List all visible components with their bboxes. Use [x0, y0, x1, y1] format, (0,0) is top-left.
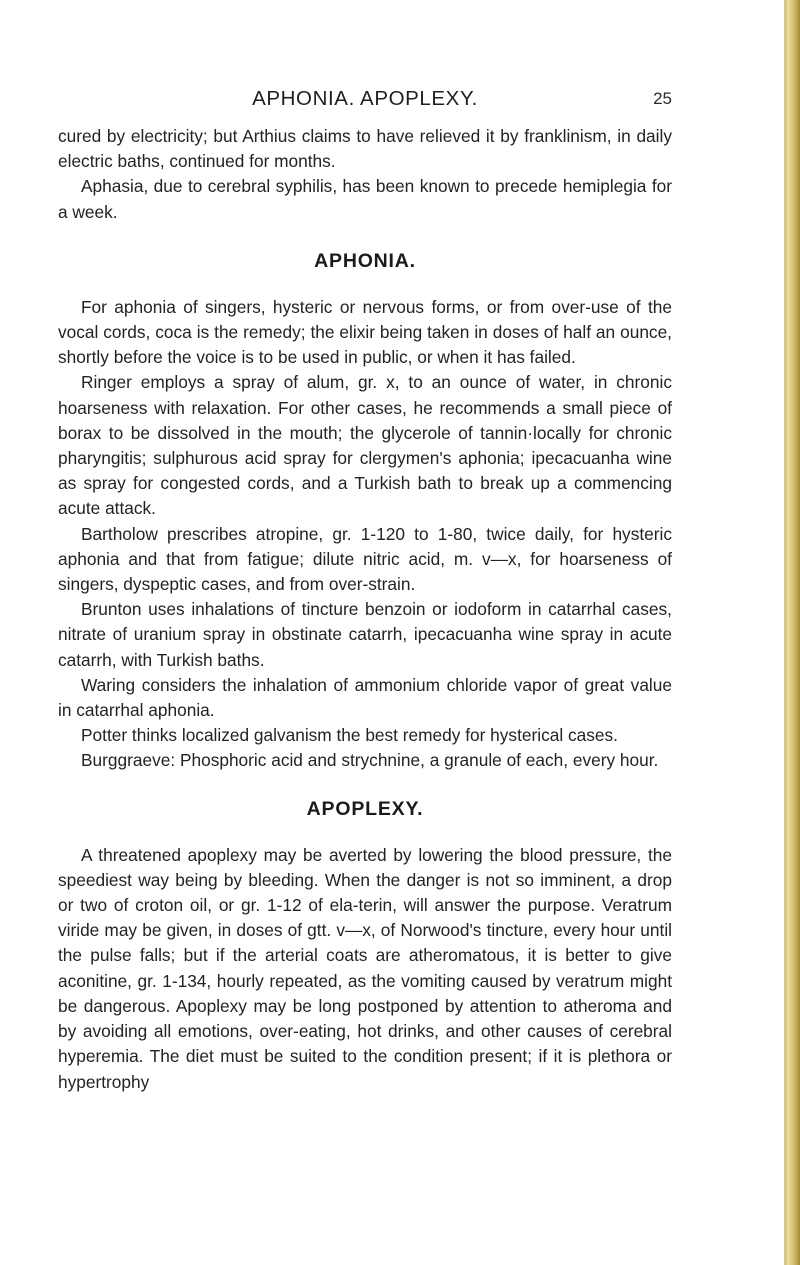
- section-heading-aphonia: APHONIA.: [314, 249, 416, 272]
- aphasia-paragraph: Aphasia, due to cerebral syphilis, has been known to precede hemiplegia for a week.: [58, 176, 672, 222]
- section-heading-apoplexy: APOPLEXY.: [306, 797, 424, 820]
- aphonia-paragraph: Ringer employs a spray of alum, gr. x, to an ounce of water, in chronic hoarseness with relaxation. For other cases, he recommends a small piece of borax to be dissolved in the mouth; the glycerole of tannin·locally for chronic pharyngitis; sulphurous acid spray for clergymen's aphonia; ipecacuanha wine as spray for congested cords, and a Turkish bath to break up a commencing acute attack.: [58, 372, 672, 519]
- continued-paragraph: cured by electricity; but Arthius claims to have relieved it by franklinism, in daily electric baths, continued for months.: [58, 126, 672, 172]
- aphonia-paragraph: For aphonia of singers, hysteric or nervous forms, or from over-use of the vocal cords, coca is the remedy; the elixir being taken in doses of half an ounce, shortly before the voice is to be used in public, or when it has failed.: [58, 296, 672, 368]
- aphonia-paragraph: Waring considers the inhalation of ammonium chloride vapor of great value in catarrhal aphonia.: [58, 674, 672, 721]
- page-number: 25: [653, 89, 672, 108]
- aphonia-paragraph: Brunton uses inhalations of tincture benzoin or iodoform in catarrhal cases, nitrate of uranium spray in obstinate catarrh, ipecacuanha wine spray in acute catarrh, with Turkish baths.: [58, 599, 672, 670]
- page-edge-binding: [784, 0, 800, 1265]
- aphonia-paragraph: Burggraeve: Phosphoric acid and strychnine, a granule of each, every hour.: [81, 750, 659, 771]
- aphonia-paragraph: Potter thinks localized galvanism the best remedy for hysterical cases.: [81, 725, 618, 746]
- aphonia-paragraph: Bartholow prescribes atropine, gr. 1-120 to 1-80, twice daily, for hysteric aphonia and that from fatigue; dilute nitric acid, m. v—x, for hoarseness of singers, dyspeptic cases, and from over-strain.: [58, 523, 672, 595]
- running-title: APHONIA. APOPLEXY.: [252, 87, 478, 110]
- running-head: [58, 84, 672, 114]
- apoplexy-paragraph: A threatened apoplexy may be averted by lowering the blood pressure, the speediest way being by bleeding. When the danger is not so imminent, a drop or two of croton oil, or gr. 1-12 of ela-terin, will answer the purpose. Veratrum viride may be given, in doses of gtt. v—x, of Norwood's tincture, every hour until the pulse falls; but if the arterial coats are atheromatous, it is better to give aconitine, gr. 1-134, hourly repeated, as the vomiting caused by veratrum might be dangerous. Apoplexy may be long postponed by attention to atheroma and by avoiding all emotions, over-eating, hot drinks, and other causes of cerebral hyperemia. The diet must be suited to the condition present; if it is plethora or hypertrophy: [58, 844, 672, 1092]
- book-page: [58, 84, 672, 1095]
